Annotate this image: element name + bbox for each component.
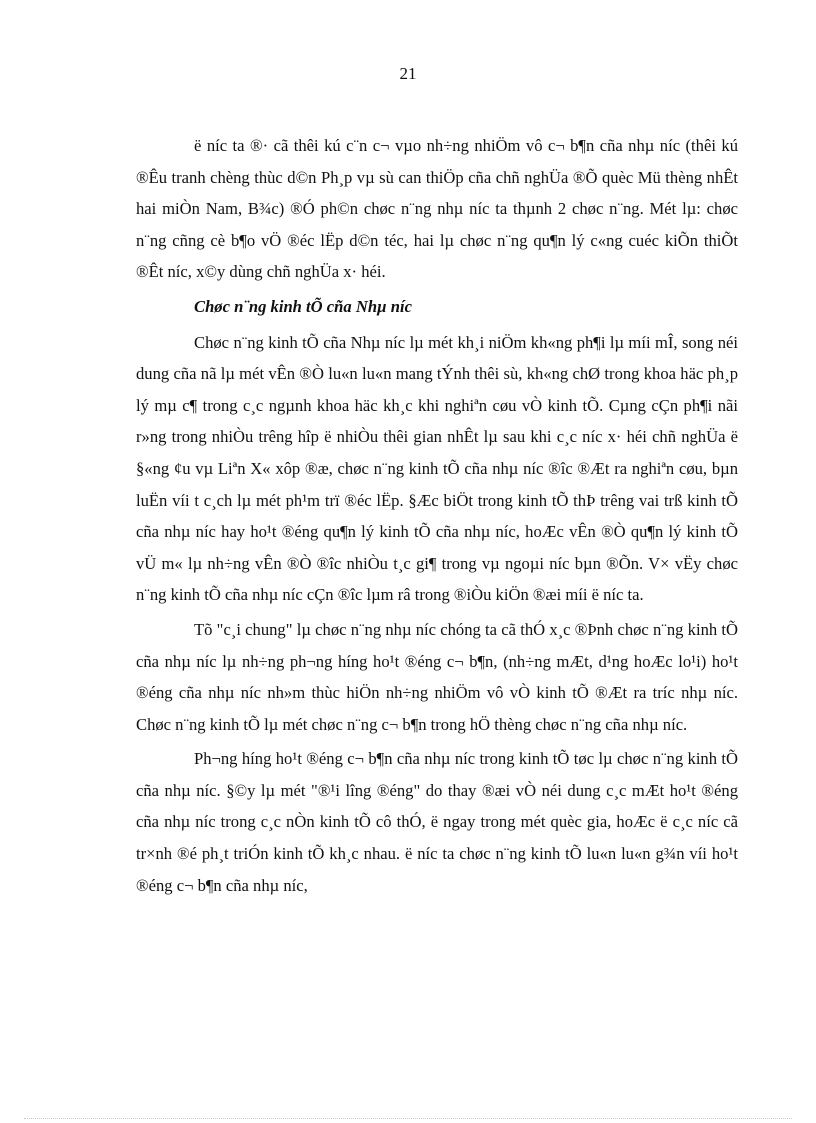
paragraph-4: Ph¬ng híng ho¹t ®éng c¬ b¶n cña nhµ níc trong kinh tÕ tøc lµ chøc n¨ng kinh tÕ cña nhµ níc. §©y lµ mét "®¹i lîng ®éng" do thay ®æi vÒ néi dung c¸c mÆt ho¹t ®éng cña nhµ níc trong c¸c nÒn kinh tÕ cô thÓ, ë ngay trong mét quèc gia, hoÆc ë c¸c níc cã tr×nh ®é ph¸t triÓn kinh tÕ kh¸c nhau. ë níc ta chøc n¨ng kinh tÕ lu«n lu«n g¾n víi ho¹t ®éng c¬ b¶n cña nhµ níc, <box>136 749 738 895</box>
paragraph-1: ë níc ta ®· cã thêi kú c¨n c¬ vµo nh÷ng nhiÖm vô c¬ b¶n cña nhµ níc (thêi kú ®Êu tranh chèng thùc d©n Ph¸p vµ sù can thiÖp cña chñ nghÜa ®Õ quèc Mü thèng nhÊt hai miÒn Nam, B¾c) ®Ó ph©n chøc n¨ng nhµ níc ta thµnh 2 chøc n¨ng. Mét lµ: chøc n¨ng cñng cè b¶o vÖ ®éc lËp d©n téc, hai lµ chøc n¨ng qu¶n lý c«ng cuéc kiÕn thiÕt ®Êt níc, x©y dùng chñ nghÜa x· héi. <box>136 136 738 282</box>
page-number: 21 <box>399 64 417 83</box>
paragraph-2: Chøc n¨ng kinh tÕ cña Nhµ níc lµ mét kh¸i niÖm kh«ng ph¶i lµ míi mÎ, song néi dung cña nã lµ mét vÊn ®Ò lu«n lu«n mang tÝnh thêi sù, kh«ng chØ trong khoa häc ph¸p lý mµ c¶ trong c¸c ngµnh khoa häc kh¸c khi nghiªn cøu vÒ kinh tÕ. Cµng cÇn ph¶i nãi r»ng trong nhiÒu trêng hîp ë nhiÒu thêi gian nhÊt lµ sau khi c¸c níc x· héi chñ nghÜa ë §«ng ¢u vµ Liªn X« xôp ®æ, chøc n¨ng kinh tÕ cña nhµ níc ®îc ®Æt ra nghiªn cøu, bµn luËn víi t c¸ch lµ mét ph¹m trï ®éc lËp. §Æc biÖt trong kinh tÕ thÞ trêng vai trß kinh tÕ cña nhµ níc hay ho¹t ®éng qu¶n lý kinh tÕ cña nhµ níc, hoÆc vÊn ®Ò qu¶n lý kinh tÕ vÜ m« lµ nh÷ng vÊn ®Ò ®îc nhiÒu t¸c gi¶ trong vµ ngoµi níc bµn ®Õn. V× vËy chøc n¨ng kinh tÕ cña nhµ níc cÇn ®îc lµm râ trong ®iÒu kiÖn ®æi míi ë níc ta. <box>136 332 738 605</box>
page-body <box>136 130 738 904</box>
page-bottom-divider <box>24 1118 792 1119</box>
paragraph-3: Tõ "c¸i chung" lµ chøc n¨ng nhµ níc chóng ta cã thÓ x¸c ®Þnh chøc n¨ng kinh tÕ cña nhµ níc lµ nh÷ng ph¬ng híng ho¹t ®éng c¬ b¶n, (nh÷ng mÆt, d¹ng hoÆc lo¹i) ho¹t ®éng cña nhµ níc nh»m thùc hiÖn nh÷ng nhiÖm vô vÒ kinh tÕ ®Æt ra tríc nhµ níc. Chøc n¨ng kinh tÕ lµ mét chøc n¨ng c¬ b¶n trong hÖ thèng chøc n¨ng cña nhµ níc. <box>136 619 738 734</box>
section-heading: Chøc n¨ng kinh tÕ cña Nhµ níc <box>194 296 412 316</box>
